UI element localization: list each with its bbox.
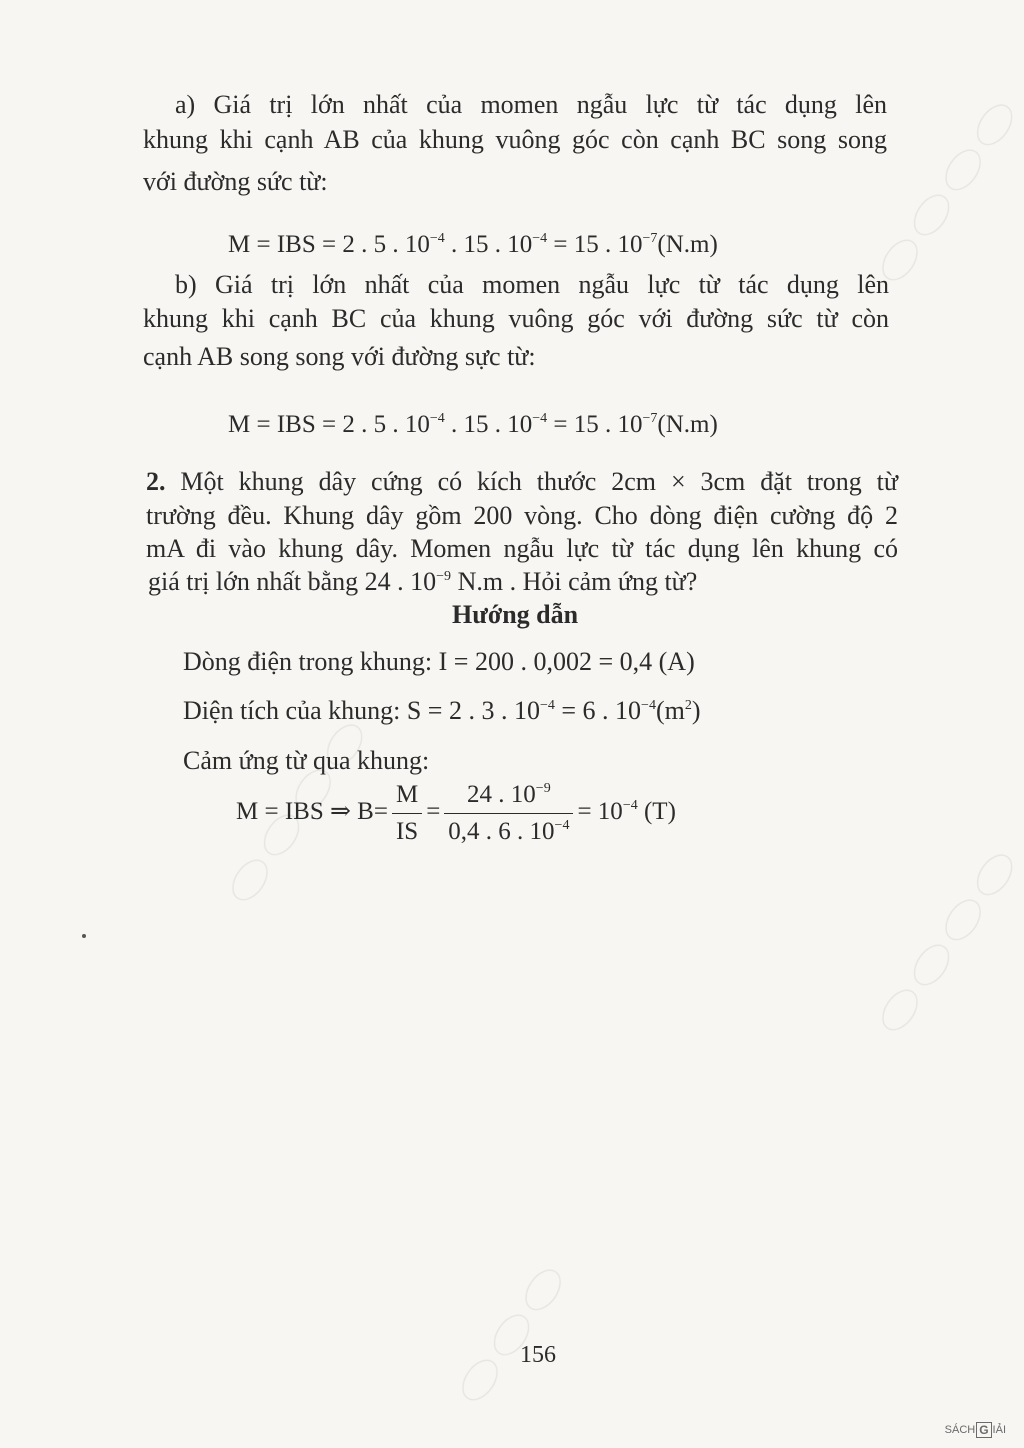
part-b-line-3: cạnh AB song song với đường sực từ: xyxy=(143,342,536,371)
part-a-equation: M = IBS = 2 . 5 . $10^{-4}$ . 15 . $10^{-4} = 15$ . $10^{-7}(N.m)$ xyxy=(228,231,718,258)
guide-area: Diện tích của khung: S = 2 . 3 . $10^{-4} = 6$ . $10^{-4}(m^2)$ xyxy=(183,696,701,725)
problem-2-line-1: 2. Một khung dây cứng có kích thước 2cm × 3cm đặt trong từ xyxy=(146,467,898,496)
guide-current: Dòng điện trong khung: I = 200 . 0,002 = 0,4 (A) xyxy=(183,647,695,676)
guide-heading: Hướng dẫn xyxy=(452,600,579,629)
guide-field-label: Cảm ứng từ qua khung: xyxy=(183,746,430,775)
part-b-line-1: b) Giá trị lớn nhất của momen ngẫu lực từ tác dụng lên xyxy=(175,270,889,299)
part-a-line-2: khung khi cạnh AB của khung vuông góc còn cạnh BC song song xyxy=(143,125,887,154)
guide-final-equation: M = IBS ⇒ B= $\frac{M}{IS}$ = $\frac{24 . 10^{-9}}{0,4 . 6 . 10^{-4}}$ = $10^{-4}$ (T) xyxy=(236,781,676,845)
problem-number: 2. xyxy=(146,467,166,496)
part-b-equation: M = IBS = 2 . 5 . $10^{-4}$ . 15 . $10^{-4} = 15$ . $10^{-7}(N.m)$ xyxy=(228,411,718,438)
part-a-line-3: với đường sức từ: xyxy=(143,167,328,196)
problem-2-line-2: trường đều. Khung dây gồm 200 vòng. Cho dòng điện cường độ 2 xyxy=(146,501,898,530)
part-b-line-2: khung khi cạnh BC của khung vuông góc với đường sức từ còn xyxy=(143,304,889,333)
problem-2-line-3: mA đi vào khung dây. Momen ngẫu lực từ tác dụng lên khung có xyxy=(146,534,898,563)
fraction-m-over-is: $\frac{M}{IS}$ xyxy=(392,780,422,847)
brand-logo: SÁCH G IẢI xyxy=(944,1423,1006,1437)
fraction-values: $\frac{24 . 10^{-9}}{0,4 . 6 . 10^{-4}}$ xyxy=(444,780,573,847)
problem-2-line-4: giá trị lớn nhất bằng 24 . $10^{-9}$ N.m . Hỏi cảm ứng từ? xyxy=(148,567,698,596)
ink-speck xyxy=(82,934,86,938)
part-a-line-1: a) Giá trị lớn nhất của momen ngẫu lực từ tác dụng lên xyxy=(175,90,887,119)
page-number: 156 xyxy=(520,1342,556,1368)
